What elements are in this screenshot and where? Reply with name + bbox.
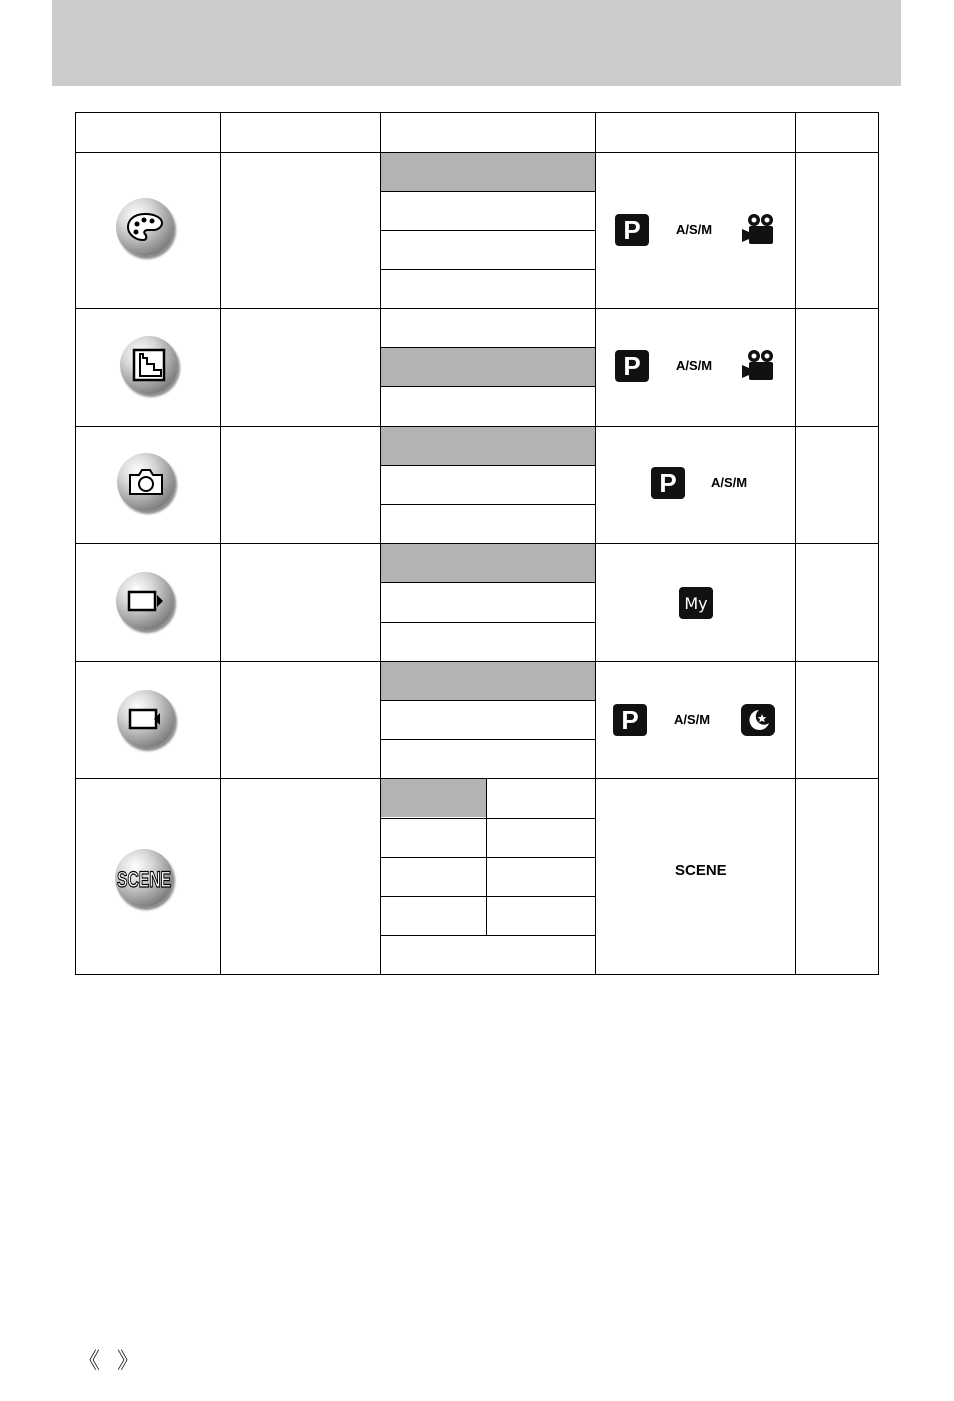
- option-divider: [381, 230, 595, 231]
- asm-mode-label: A/S/M: [674, 712, 711, 727]
- program-mode-icon: P: [615, 350, 649, 382]
- program-mode-icon: P: [613, 704, 647, 736]
- scene-icon-label: SCENE: [117, 867, 171, 892]
- option-divider: [381, 465, 595, 466]
- option-divider: [381, 622, 595, 623]
- scene-icon: [115, 849, 173, 907]
- selected-option-cell: [381, 153, 595, 191]
- page-marker-right: 》: [117, 1349, 140, 1374]
- asm-mode-label: A/S/M: [676, 358, 713, 373]
- option-divider: [381, 269, 595, 270]
- header-band: [52, 0, 901, 86]
- option-divider: [381, 739, 595, 740]
- movie-mode-icon: [740, 212, 776, 246]
- option-divider: [381, 935, 595, 936]
- selected-option-cell: [381, 427, 595, 465]
- my-mode-icon: My: [679, 587, 713, 619]
- selected-option-cell: [381, 544, 595, 582]
- movie-mode-icon: [740, 348, 776, 382]
- option-divider: [381, 582, 595, 583]
- option-divider: [381, 818, 595, 819]
- scene-mode-label: SCENE: [675, 862, 727, 879]
- sharpness-icon: [120, 336, 178, 394]
- camera-icon: [117, 453, 175, 511]
- option-divider: [381, 386, 595, 387]
- selected-option-cell: [381, 662, 595, 700]
- selected-option-cell: [381, 779, 486, 817]
- option-divider: [381, 896, 595, 897]
- program-mode-icon: P: [615, 214, 649, 246]
- selected-option-cell: [381, 348, 595, 386]
- night-mode-icon: [741, 704, 775, 736]
- option-divider: [381, 191, 595, 192]
- row-divider: [76, 308, 878, 309]
- option-divider: [381, 504, 595, 505]
- asm-mode-label: A/S/M: [711, 475, 748, 490]
- palette-icon: [116, 198, 174, 256]
- option-divider: [381, 857, 595, 858]
- page-marker-left: 《: [78, 1349, 101, 1374]
- program-mode-icon: P: [651, 467, 685, 499]
- flash-bracket-right-icon: [116, 572, 174, 630]
- option-divider: [381, 700, 595, 701]
- flash-bracket-left-icon: [117, 690, 175, 748]
- asm-mode-label: A/S/M: [676, 222, 713, 237]
